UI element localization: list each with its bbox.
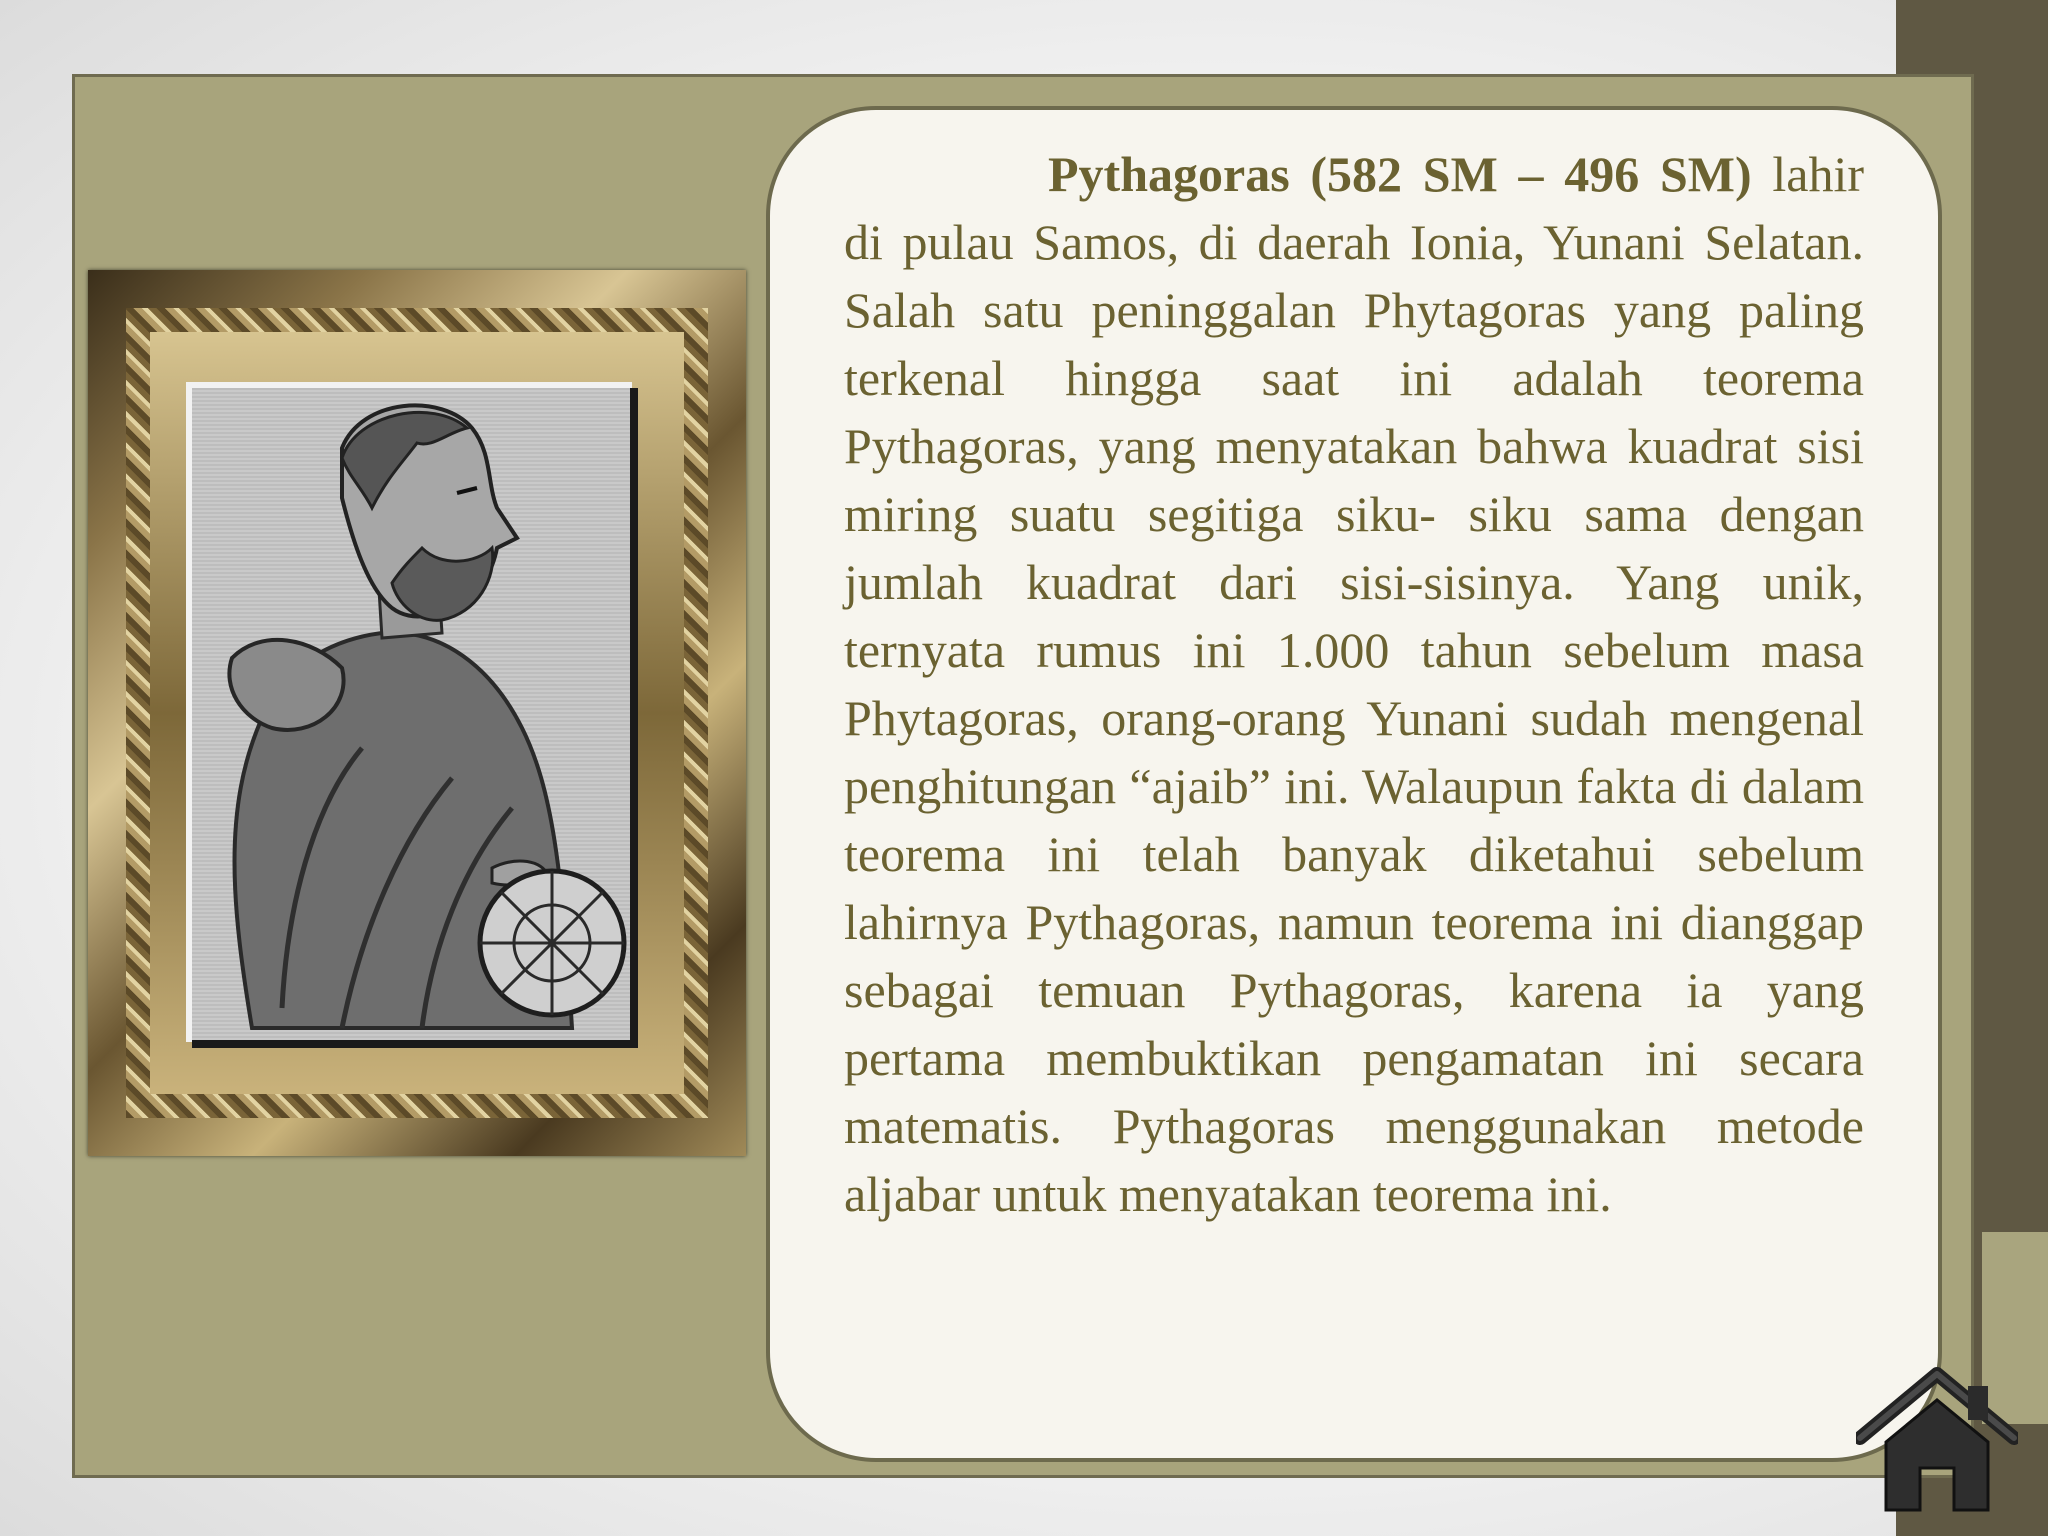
portrait-frame bbox=[88, 270, 746, 1156]
portrait-engraving-icon bbox=[192, 388, 630, 1040]
biography-paragraph bbox=[844, 140, 1864, 1228]
home-button[interactable] bbox=[1856, 1364, 2018, 1514]
biography-text: lahir di pulau Samos, di daerah Ionia, Yunani Selatan. Salah satu peninggalan Phytagoras yang paling terkenal hingga saat ini adalah teorema Pythagoras, yang menyatakan bahwa kuadrat sisi miring suatu segitiga siku- siku sama dengan jumlah kuadrat dari sisi-sisinya. Yang unik, ternyata rumus ini 1.000 tahun sebelum masa Phytagoras, orang-orang Yunani sudah mengenal penghitungan “ajaib” ini. Walaupun fakta di dalam teorema ini telah banyak diketahui sebelum lahirnya Pythagoras, namun teorema ini dianggap sebagai temuan Pythagoras, karena ia yang pertama membuktikan pengamatan ini secara matematis. Pythagoras menggunakan metode aljabar untuk menyatakan teorema ini. bbox=[844, 146, 1864, 1222]
home-icon bbox=[1856, 1364, 2018, 1514]
slide-title: Pythagoras (582 SM – 496 SM) bbox=[1048, 146, 1752, 202]
pythagoras-portrait-icon bbox=[192, 388, 638, 1048]
